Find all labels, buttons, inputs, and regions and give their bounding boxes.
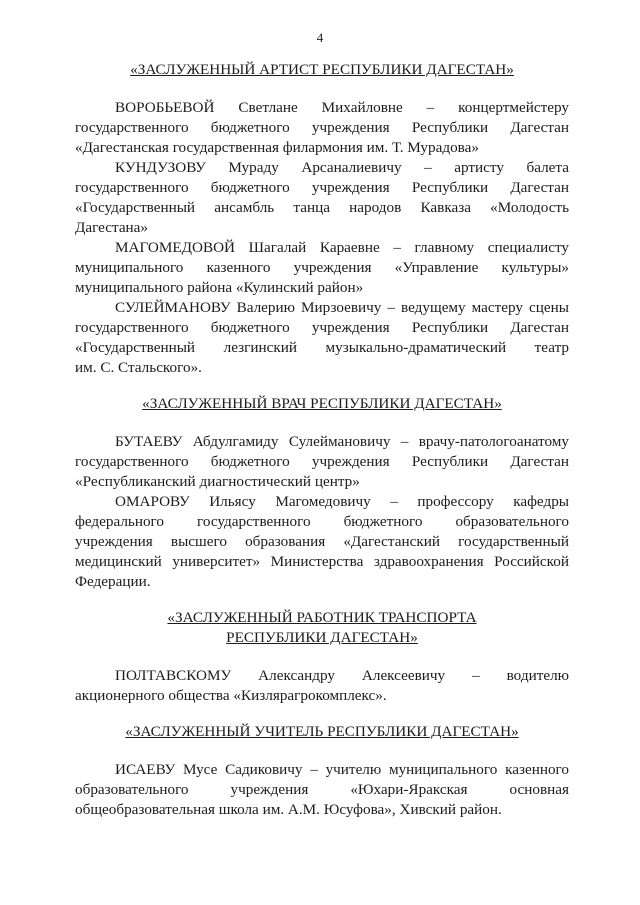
- entry-line: БУТАЕВУ Абдулгамиду Сулеймановичу – врачу-патологоанатому: [115, 433, 569, 450]
- award-section: [75, 394, 569, 608]
- award-section: [75, 722, 569, 820]
- section-heading: [75, 608, 569, 648]
- award-section: [75, 608, 569, 722]
- section-heading: [75, 394, 569, 414]
- document-body: [75, 60, 569, 820]
- entry-line: муниципального казенного учреждения «Управление культуры»: [75, 259, 569, 276]
- awardee-entry: [75, 492, 569, 592]
- award-section: [75, 60, 569, 394]
- heading-line: «ЗАСЛУЖЕННЫЙ УЧИТЕЛЬ РЕСПУБЛИКИ ДАГЕСТАН»: [125, 723, 519, 740]
- entry-line: образовательного учреждения «Юхари-Яракская основная: [75, 781, 569, 798]
- page-number: 4: [316, 30, 324, 45]
- entry-line: учреждения высшего образования «Дагестанский государственный: [75, 533, 569, 550]
- entry-line: муниципального района «Кулинский район»: [75, 279, 364, 296]
- section-heading: [75, 60, 569, 80]
- heading-line: «ЗАСЛУЖЕННЫЙ ВРАЧ РЕСПУБЛИКИ ДАГЕСТАН»: [142, 395, 502, 412]
- awardee-entry: [75, 432, 569, 492]
- entry-line: Дагестана»: [75, 219, 149, 236]
- entry-line: государственного бюджетного учреждения Республики Дагестан: [75, 453, 569, 470]
- heading-line: «ЗАСЛУЖЕННЫЙ АРТИСТ РЕСПУБЛИКИ ДАГЕСТАН»: [130, 61, 514, 78]
- awardee-entry: [75, 98, 569, 158]
- entry-line: акционерного общества «Кизлярагрокомплекс».: [75, 687, 387, 704]
- awardee-entry: [75, 298, 569, 378]
- entry-line: МАГОМЕДОВОЙ Шагалай Караевне – главному специалисту: [115, 239, 569, 256]
- section-heading: [75, 722, 569, 742]
- entry-line: «Государственный лезгинский музыкально-драматический театр: [75, 339, 569, 356]
- entry-line: ВОРОБЬЕВОЙ Светлане Михайловне – концертмейстеру: [115, 99, 569, 116]
- awardee-entry: [75, 666, 569, 706]
- entry-line: «Дагестанская государственная филармония им. Т. Мурадова»: [75, 139, 479, 156]
- entry-line: «Государственный ансамбль танца народов Кавказа «Молодость: [75, 199, 569, 216]
- awardee-entry: [75, 760, 569, 820]
- entry-line: государственного бюджетного учреждения Республики Дагестан: [75, 319, 569, 336]
- entry-line: «Республиканский диагностический центр»: [75, 473, 360, 490]
- entry-line: Федерации.: [75, 573, 151, 590]
- heading-line: «ЗАСЛУЖЕННЫЙ РАБОТНИК ТРАНСПОРТА: [167, 609, 477, 626]
- entry-line: им. С. Стальского».: [75, 359, 202, 376]
- entry-line: ОМАРОВУ Ильясу Магомедовичу – профессору кафедры: [115, 493, 569, 510]
- entry-line: государственного бюджетного учреждения Республики Дагестан: [75, 179, 569, 196]
- entry-line: ИСАЕВУ Мусе Садиковичу – учителю муниципального казенного: [115, 761, 569, 778]
- entry-line: федерального государственного бюджетного образовательного: [75, 513, 569, 530]
- entry-line: государственного бюджетного учреждения Республики Дагестан: [75, 119, 569, 136]
- entry-line: СУЛЕЙМАНОВУ Валерию Мирзоевичу – ведущему мастеру сцены: [115, 299, 569, 316]
- awardee-entry: [75, 158, 569, 238]
- entry-line: общеобразовательная школа им. А.М. Юсуфова», Хивский район.: [75, 801, 502, 818]
- entry-line: ПОЛТАВСКОМУ Александру Алексеевичу – водителю: [115, 667, 569, 684]
- awardee-entry: [75, 238, 569, 298]
- heading-line: РЕСПУБЛИКИ ДАГЕСТАН»: [226, 629, 418, 646]
- entry-line: медицинский университет» Министерства здравоохранения Российской: [75, 553, 569, 570]
- entry-line: КУНДУЗОВУ Мураду Арсаналиевичу – артисту балета: [115, 159, 569, 176]
